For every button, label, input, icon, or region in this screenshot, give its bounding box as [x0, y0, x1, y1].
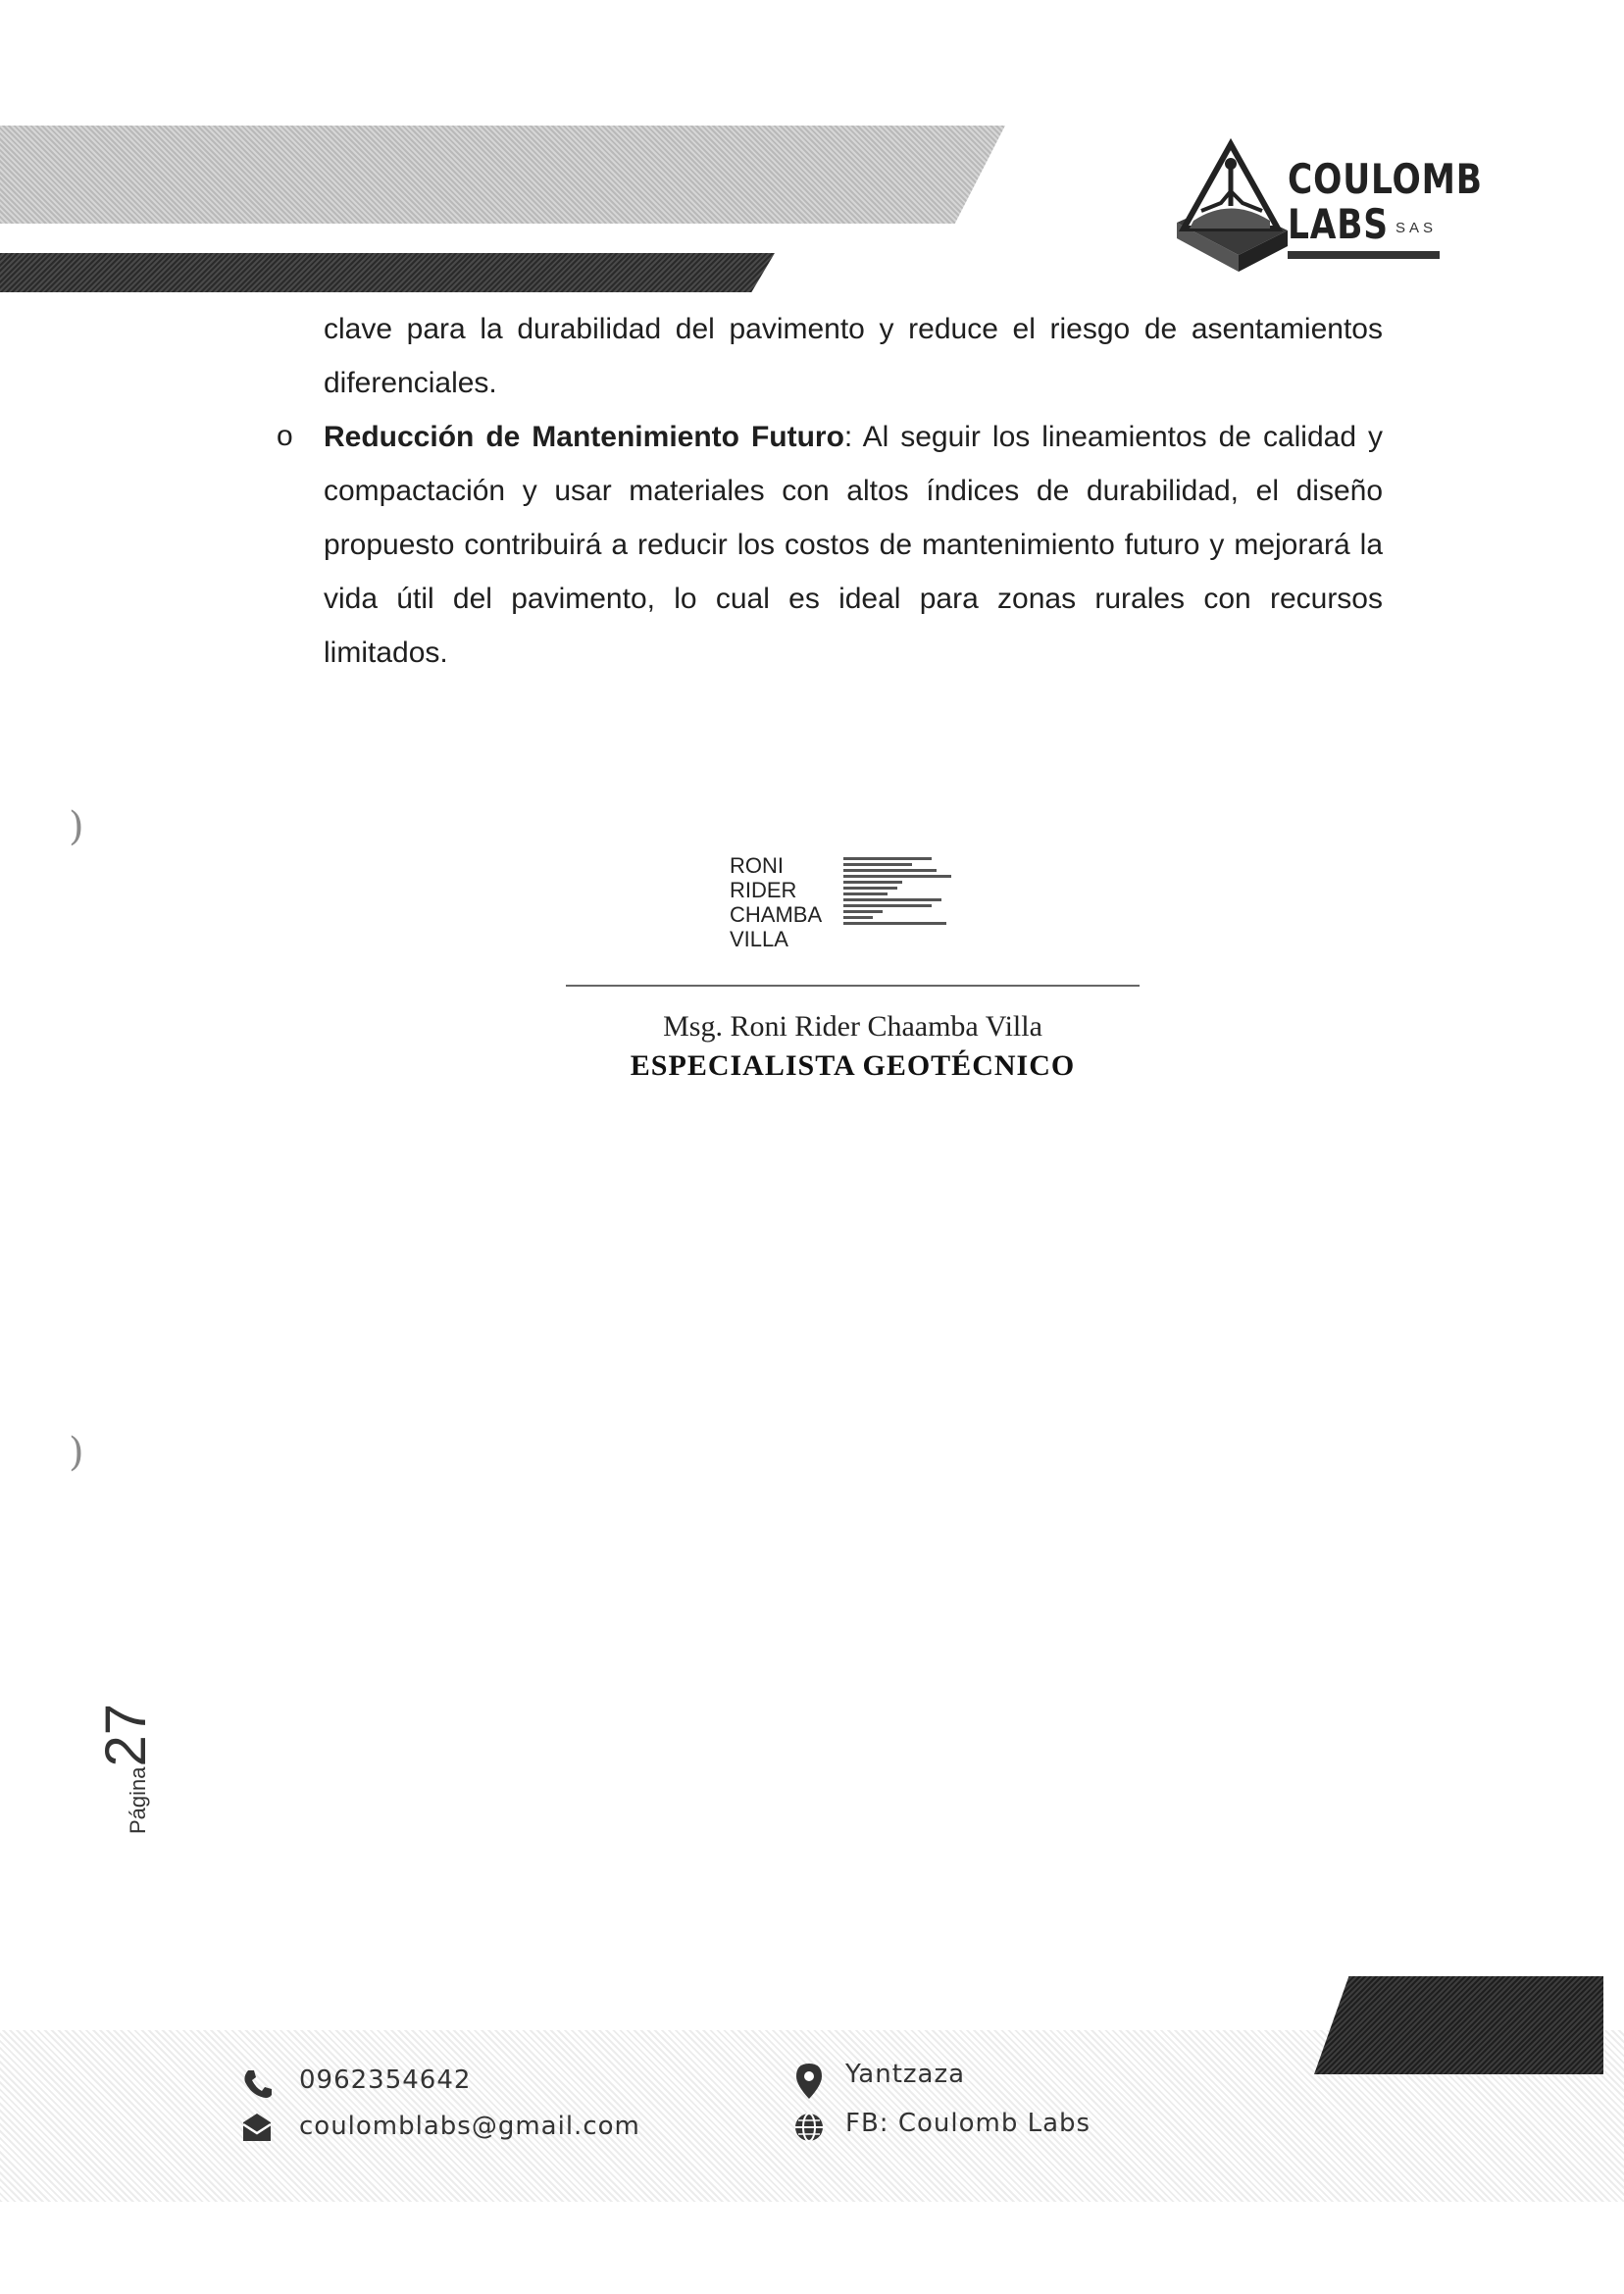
- signature-metadata-stamp: [843, 853, 956, 951]
- footer-facebook: FB: Coulomb Labs: [845, 2109, 1091, 2138]
- signer-name: Msg. Roni Rider Chaamba Villa: [663, 1010, 1042, 1043]
- bullet-paragraph: [324, 410, 1383, 680]
- footer-phone: 0962354642: [299, 2065, 472, 2095]
- bullet-marker: o: [277, 420, 293, 452]
- footer-email: coulomblabs@gmail.com: [299, 2112, 640, 2141]
- footer-dark-band: [1314, 1976, 1603, 2074]
- envelope-icon: [240, 2111, 274, 2144]
- scan-mark: ): [69, 804, 84, 849]
- brand-suffix: SAS: [1396, 220, 1438, 236]
- signature-name-line: VILLA: [730, 927, 788, 951]
- signature-name-line: CHAMBA: [730, 902, 823, 927]
- brand-name-line1: COULOMB: [1288, 155, 1483, 203]
- brand-underline: [1288, 251, 1440, 259]
- globe-icon: [792, 2111, 826, 2144]
- page-label: Página: [126, 1766, 150, 1834]
- bullet-title: Reducción de Mantenimiento Futuro: [324, 421, 844, 453]
- brand-name-line2: LABS: [1288, 200, 1389, 248]
- signature-line: [566, 985, 1140, 987]
- paragraph-continuation: clave para la durabilidad del pavimento y reduce el riesgo de asentamientos diferenciales.: [324, 313, 1383, 399]
- page-digits: 27: [94, 1703, 158, 1767]
- map-pin-icon: [792, 2062, 826, 2101]
- signer-title: ESPECIALISTA GEOTÉCNICO: [630, 1049, 1076, 1082]
- bullet-text: : Al seguir los lineamientos de calidad y compactación y usar materiales con altos índices de durabilidad, el diseño propuesto contribuirá a reducir los costos de mantenimiento futuro y mejorará la vida útil del pavimento, lo cual es ideal para zonas rurales con recursos limitados.: [324, 421, 1383, 669]
- page-number: [93, 1618, 162, 1834]
- header-dark-band: [0, 253, 775, 292]
- signature-name-line: RIDER: [730, 878, 797, 902]
- header-gray-band: [0, 126, 1005, 224]
- footer-location: Yantzaza: [845, 2060, 966, 2089]
- digital-signature-name: [730, 853, 822, 951]
- phone-icon: [240, 2066, 274, 2100]
- signature-name-line: RONI: [730, 853, 784, 878]
- scan-mark: ): [69, 1430, 84, 1475]
